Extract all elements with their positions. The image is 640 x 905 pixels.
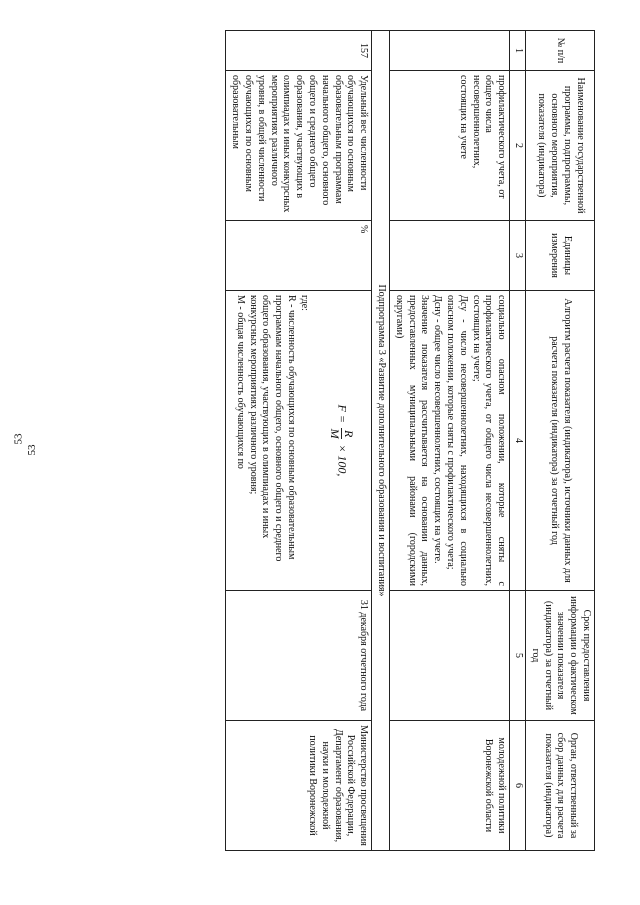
column-number: 2	[510, 71, 526, 221]
formula-fraction	[328, 428, 355, 439]
indicator-algorithm	[390, 291, 510, 591]
header-responsible: Орган, ответственный за сбор данных для расчета показателя (индикатора)	[526, 721, 595, 851]
algorithm-line: Дсу - число несовершеннолетних, находящихся в социально опасном положении, которые сняты с профилактического учета;	[445, 295, 469, 586]
rotated-page-content	[75, 30, 595, 850]
table-row-continued	[390, 31, 510, 851]
formula-lhs: F =	[335, 404, 350, 423]
row-number: 157	[226, 31, 372, 71]
indicator-name: профилактического учета, от общего числа несовершеннолетних, состоящих на учете	[390, 71, 510, 221]
algorithm-line: Дсну - общее число несовершеннолетних, состоящих на учете.	[432, 295, 444, 564]
page-number: 53	[26, 444, 38, 456]
indicator-algorithm	[226, 291, 372, 591]
algorithm-line: где:	[298, 295, 310, 311]
formula-denominator: M	[328, 428, 343, 439]
formula	[310, 295, 369, 586]
header-deadline: Срок предоставления информации о фактическом значении показателя (индикатора) за отчетный год	[526, 591, 595, 721]
column-number: 6	[510, 721, 526, 851]
subprogram-row	[372, 31, 390, 851]
indicator-unit: %	[226, 221, 372, 291]
algorithm-line: R - численность обучающихся по основным образовательным программам начального общего, основного общего и среднего общего образования, участвующих в олимпиадах и иных конкурсных мероприятиях различного уровня;	[247, 295, 298, 562]
footer-page-number: 53	[12, 433, 25, 445]
header-name: Наименование государственной программы, подпрограммы, основного мероприятия, показателя (индикатора)	[526, 71, 595, 221]
header-number: № п/п	[526, 31, 595, 71]
indicator-responsible: Министерство просвещения Российской Федерации, Департамент образования, науки и молодежной политики Воронежской	[226, 721, 372, 851]
table-row	[226, 31, 372, 851]
row-number	[390, 31, 510, 71]
indicator-responsible: молодежной политики Воронежской области	[390, 721, 510, 851]
column-number-row	[510, 31, 526, 851]
algorithm-line: M - общая численность обучающихся по	[234, 295, 246, 469]
subprogram-title: Подпрограмма 3 «Развитие дополнительного образования и воспитания»	[372, 31, 390, 851]
algorithm-line: Значение показателя рассчитывается на основании данных, предоставленных муниципальными районами (городскими округами)	[393, 295, 431, 586]
column-number: 5	[510, 591, 526, 721]
indicators-table	[225, 30, 595, 851]
header-unit: Единицы измерения	[526, 221, 595, 291]
indicator-deadline	[390, 591, 510, 721]
header-row	[526, 31, 595, 851]
formula-rhs: × 100,	[335, 444, 350, 477]
column-number: 3	[510, 221, 526, 291]
column-number: 1	[510, 31, 526, 71]
column-number: 4	[510, 291, 526, 591]
indicator-unit	[390, 221, 510, 291]
indicator-name: Удельный вес численности обучающихся по основным образовательным программам начального общего, основного общего и среднего общего образования, участвующих в олимпиадах и иных конкурсных мероприятиях различного уровня, в общей численности обучающихся по основным образовательным	[226, 71, 372, 221]
indicator-deadline: 31 декабря отчетного года	[226, 591, 372, 721]
algorithm-line: социально опасном положении, которые сняты с профилактического учета, от общего числа несовершеннолетних, состоящих на учете;	[470, 295, 508, 586]
formula-numerator: R	[342, 429, 357, 438]
header-algorithm: Алгоритм расчета показателя (индикатора), источники данных для расчета показателя (индикатора) за отчетный год	[526, 291, 595, 591]
